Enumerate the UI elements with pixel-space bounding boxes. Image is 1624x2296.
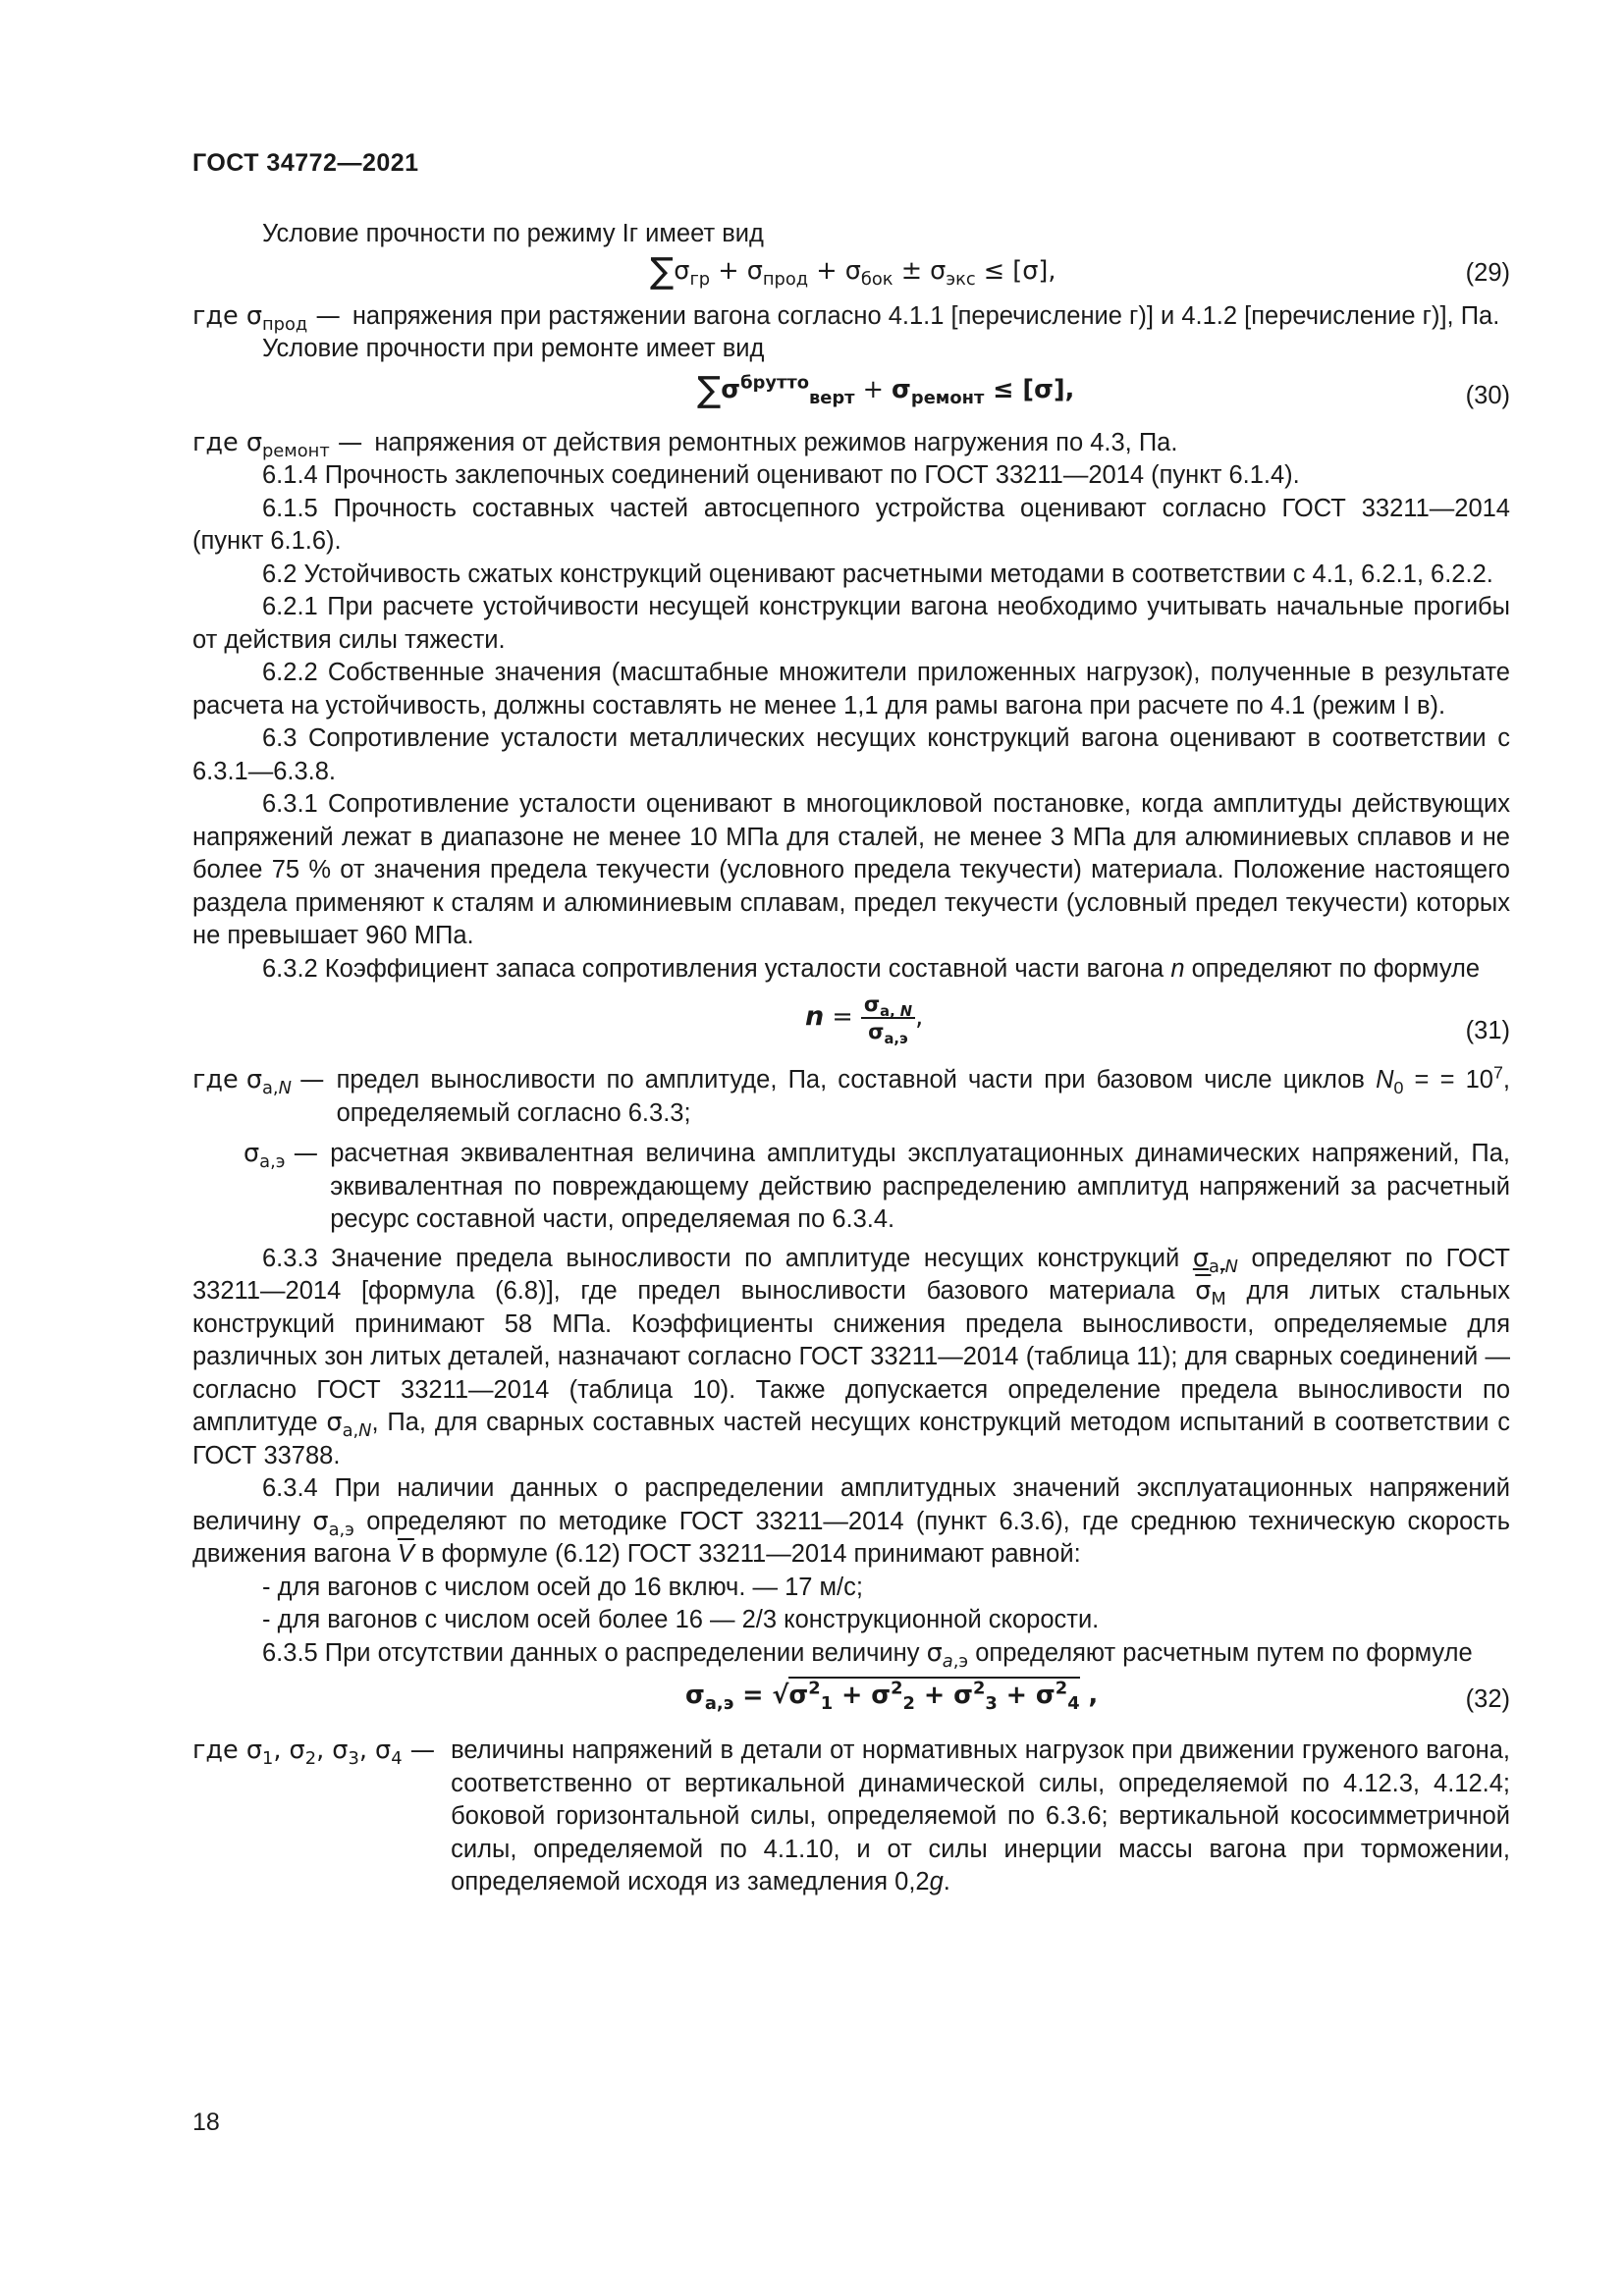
- where-label: где $\sigma_{ремонт}$ —: [192, 427, 363, 461]
- clause-6-2-1: 6.2.1 При расчете устойчивости несущей конструкции вагона необходимо учитывать начальные прогибы от действия силы тяжести.: [192, 593, 1510, 654]
- where-label: где $\sigma_{a,N}$ —: [192, 1065, 325, 1099]
- clause-6-3-2: 6.3.2 Коэффициент запаса сопротивления усталости составной части вагона n определяют по формуле: [262, 954, 1481, 983]
- equation-number: (30): [1465, 381, 1510, 409]
- clause-6-3-5: 6.3.5 При отсутствии данных о распределении величину $\sigma_{a,э}$ определяют расчетным путем по формуле: [262, 1637, 1473, 1672]
- where-text: предел выносливости по амплитуде, Па, составной части при базовом числе циклов $N_0$ = = $10^7$, определяемый согласно 6.3.3;: [336, 1062, 1510, 1127]
- where-label: где $\sigma_{прод}$ —: [192, 300, 341, 335]
- clause-6-2: 6.2 Устойчивость сжатых конструкций оценивают расчетными методами в соответствии с 4.1, 6.2.1, 6.2.2.: [262, 560, 1493, 588]
- where-text: величины напряжений в детали от нормативных нагрузок при движении груженого вагона, соответственно от вертикальной динамической силы, определяемой по 4.12.3, 4.12.4; боковой горизонтальной силы, определяемой по 6.3.6; вертикальной кососимметричной силы, определяемой по 4.1.10, и от силы инерции массы вагона при торможении, определяемой исходя из замедления 0,2g.: [451, 1736, 1510, 1896]
- where-label: $\sigma_{a,э}$ —: [244, 1139, 319, 1173]
- formula-30: [192, 366, 1510, 427]
- formula-29-expression: $\sum\sigma_{гр} + \sigma_{прод} + \sigma_{бок} \pm \sigma_{экс} \le [\sigma]$,: [650, 250, 1056, 292]
- clause-6-1-5: 6.1.5 Прочность составных частей автосцепного устройства оценивают согласно ГОСТ 33211—2014 (пункт 6.1.6).: [192, 494, 1510, 555]
- where-label: где $\sigma_1$, $\sigma_2$, $\sigma_3$, $\sigma_4$ —: [192, 1735, 436, 1770]
- list-item: - для вагонов с числом осей до 16 включ. — 17 м/с;: [262, 1573, 863, 1601]
- equation-number: (29): [1465, 258, 1510, 287]
- clause-6-3-4: 6.3.4 При наличии данных о распределении амплитудных значений эксплуатационных напряжений величину $\sigma_{a,э}$ определяют по методике ГОСТ 33211—2014 (пункт 6.3.6), где среднюю техническую скорость движения вагона $\overline{V}$ в формуле (6.12) ГОСТ 33211—2014 принимают равной:: [192, 1474, 1510, 1568]
- where-clause: [192, 1064, 1510, 1130]
- document-header: ГОСТ 34772—2021: [192, 149, 419, 177]
- page-number: 18: [192, 2109, 220, 2136]
- clause-6-3-1: 6.3.1 Сопротивление усталости оценивают в многоцикловой постановке, когда амплитуды действующих напряжений лежат в диапазоне не менее 10 МПа для сталей, не менее 3 МПа для алюминиевых сплавов и не более 75 % от значения предела текучести (условного предела текучести) материала. Положение настоящего раздела применяют к сталям и алюминиевым сплавам, предел текучести (условный предел текучести) которых не превышает 960 МПа.: [192, 790, 1510, 949]
- where-clause: [192, 427, 1510, 460]
- list-item: - для вагонов с числом осей более 16 — 2/3 конструкционной скорости.: [262, 1606, 1100, 1633]
- equation-number: (32): [1465, 1685, 1510, 1713]
- clause-6-2-2: 6.2.2 Собственные значения (масштабные множители приложенных нагрузок), полученные в результате расчета на устойчивость, должны составлять не менее 1,1 для рамы вагона при расчете по 4.1 (режим I в).: [192, 659, 1510, 720]
- clause-6-3: 6.3 Сопротивление усталости металлических несущих конструкций вагона оценивают в соответствии с 6.3.1—6.3.8.: [192, 724, 1510, 785]
- formula-29: [192, 251, 1510, 300]
- where-text: напряжения при растяжении вагона согласно 4.1.1 [перечисление г)] и 4.1.2 [перечисление г)], Па.: [352, 301, 1500, 330]
- formula-32: [192, 1670, 1510, 1735]
- paragraph: Условие прочности по режиму Iг имеет вид: [262, 220, 764, 247]
- where-clause: [192, 1735, 1510, 1899]
- formula-31: [192, 986, 1510, 1064]
- formula-32-expression: $\sigma_{a,э} = √\sigma^2_1 + \sigma^2_2 + \sigma^2_3 + \sigma^2_4$ ,: [685, 1678, 1099, 1715]
- where-clause: [192, 1138, 1510, 1237]
- clause-6-1-4: 6.1.4 Прочность заклепочных соединений оценивают по ГОСТ 33211—2014 (пункт 6.1.4).: [262, 461, 1300, 489]
- paragraph: Условие прочности при ремонте имеет вид: [262, 335, 765, 362]
- formula-31-expression: n = $\frac{\sigma_{a, N}}{\sigma_{a,э}}$ ,: [805, 992, 924, 1048]
- where-text: расчетная эквивалентная величина амплитуды эксплуатационных динамических напряжений, Па, эквивалентная по повреждающему действию распределению амплитуд напряжений за расчетный ресурс составной части, определяемая по 6.3.4.: [330, 1140, 1510, 1233]
- document-body: [192, 218, 1510, 1899]
- where-clause: [192, 300, 1510, 334]
- formula-30-expression: $\sum\sigma^{брутто}_{верт} + \sigma_{ремонт} \le [\sigma]$,: [697, 369, 1075, 410]
- where-text: напряжения от действия ремонтных режимов нагружения по 4.3, Па.: [374, 428, 1178, 456]
- equation-number: (31): [1465, 1017, 1510, 1044]
- clause-6-3-3: 6.3.3 Значение предела выносливости по амплитуде несущих конструкций $\sigma_{a,N}$ определяют по ГОСТ 33211—2014 [формула (6.8)], где предел выносливости базового материала $\overline{\sigma}_M$ для литых стальных конструкций принимают 58 МПа. Коэффициенты снижения предела выносливости, определяемые для различных зон литых деталей, назначают согласно ГОСТ 33211—2014 (таблица 11); для сварных соединений — согласно ГОСТ 33211—2014 (таблица 10). Также допускается определение предела выносливости по амплитуде $\sigma_{a,N}$, Па, для сварных составных частей несущих конструкций методом испытаний в соответствии с ГОСТ 33788.: [192, 1243, 1511, 1469]
